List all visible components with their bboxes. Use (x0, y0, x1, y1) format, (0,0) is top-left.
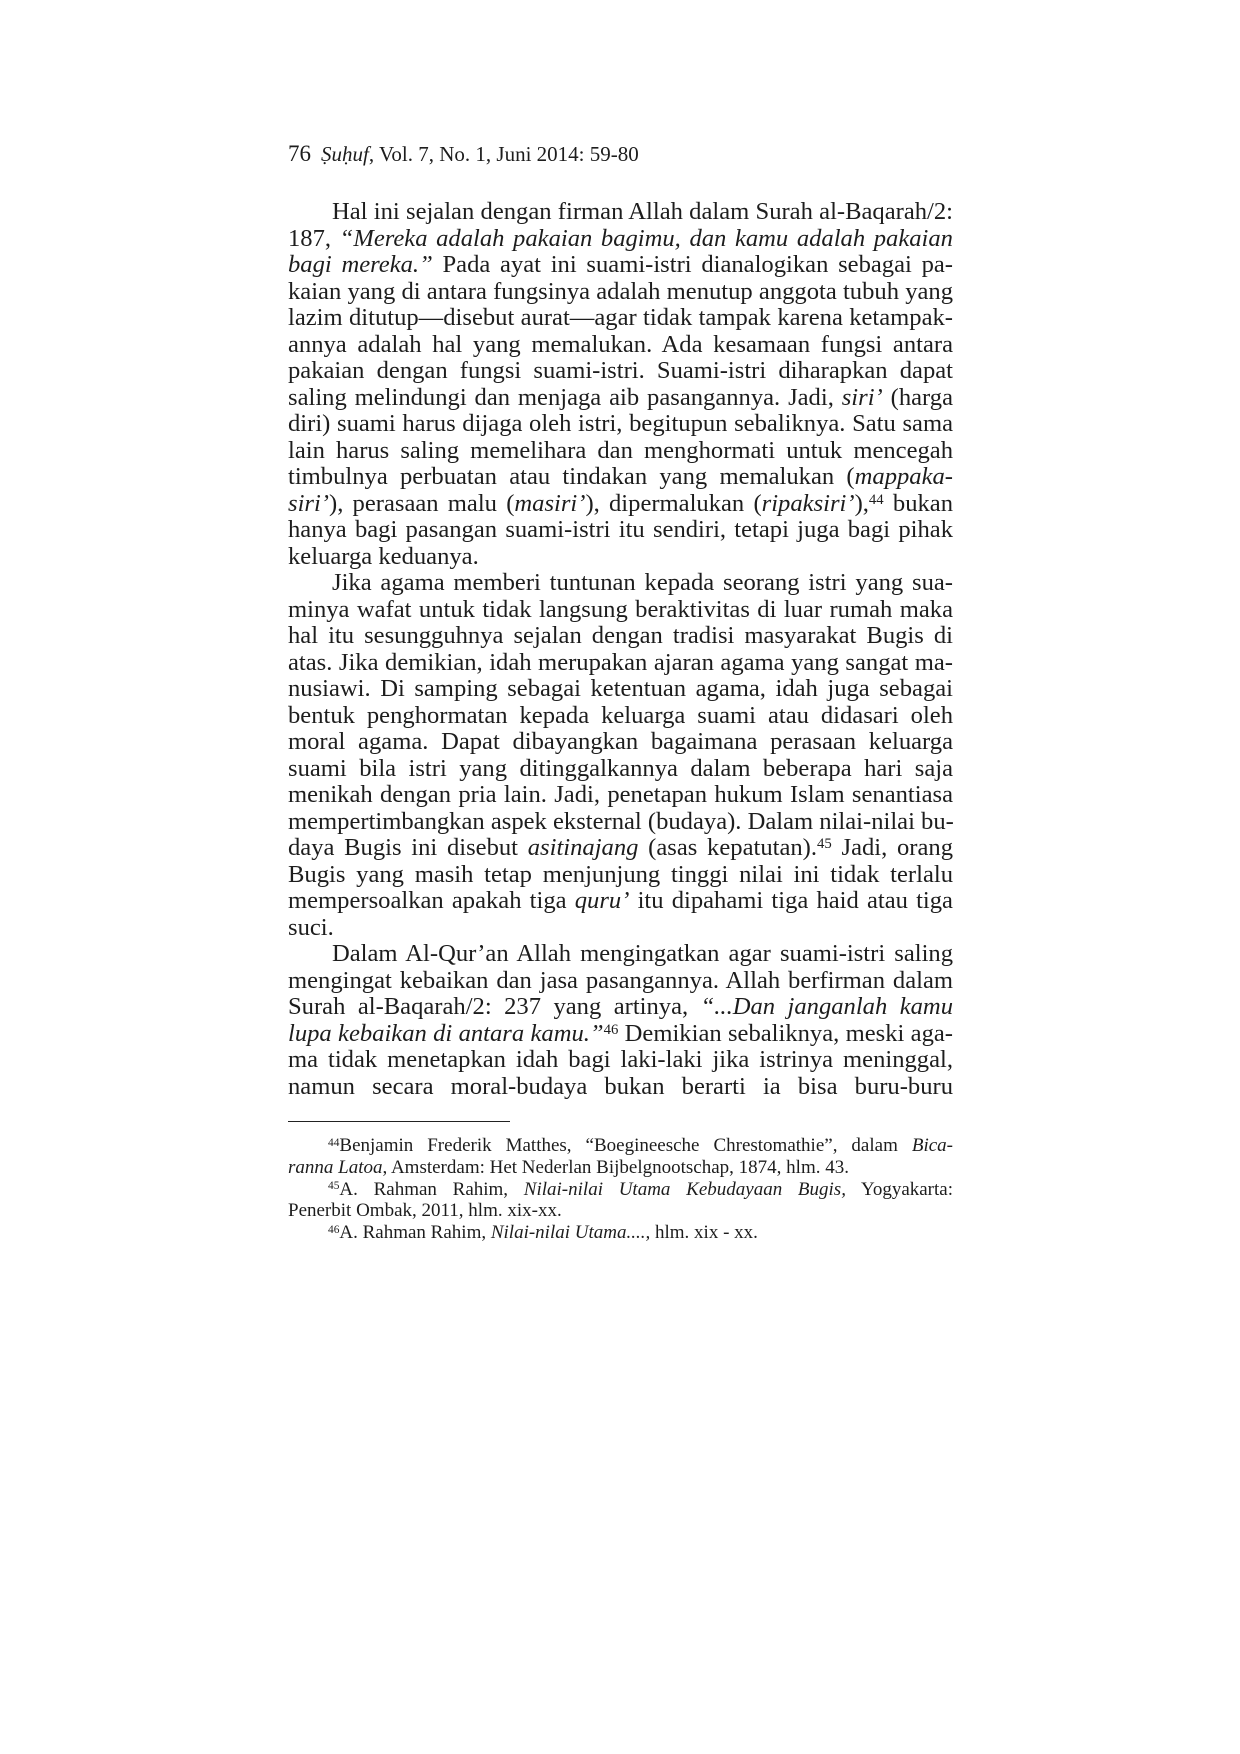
body-text (288, 199, 953, 1100)
paragraph-1-line: kaian yang di antara fungsinya adalah menutup anggota tubuh yang (288, 277, 953, 305)
footnote-ref-45: 45 (817, 836, 832, 853)
footnote-46: $^{46}$A. Rahman Rahim, Nilai-nilai Utama...., hlm. xix - xx. (328, 1222, 758, 1244)
paragraph-2-line: nusiawi. Di samping sebagai ketentuan agama, idah juga sebagai (288, 675, 953, 702)
paragraph-3-line: namun secara moral-budaya bukan berarti ia bisa buru-buru (288, 1072, 953, 1100)
paragraph-1-line: annya adalah hal yang memalukan. Ada kesamaan fungsi antara (288, 330, 953, 358)
footnote-ref-46: 46 (603, 1021, 619, 1038)
paragraph-2-line: suci. (288, 913, 334, 941)
paragraph-2-line: atas. Jika demikian, idah merupakan ajaran agama yang sangat ma- (288, 648, 953, 676)
paragraph-2-line: moral agama. Dapat dibayangkan bagaimana perasaan keluarga (288, 728, 953, 755)
paragraph-2-line: suami bila istri yang ditinggalkannya dalam beberapa hari saja (288, 754, 953, 782)
paragraph-1-line: diri) suami harus dijaga oleh istri, begitupun sebaliknya. Satu sama (288, 410, 953, 437)
paragraph-1-line: hanya bagi pasangan suami-istri itu sendiri, tetapi juga bagi pihak (288, 516, 953, 543)
paragraph-1-line: saling melindungi dan menjaga aib pasangannya. Jadi, siri’ (harga (288, 383, 953, 411)
paragraph-2-line: Bugis yang masih tetap menjunjung tinggi nilai ini tidak terlalu (288, 860, 953, 888)
paragraph-2-line: Jika agama memberi tuntunan kepada seorang istri yang sua- (332, 569, 953, 596)
paragraph-1-line: 187, “Mereka adalah pakaian bagimu, dan kamu adalah pakaian (288, 224, 953, 252)
paragraph-2-line: bentuk penghormatan kepada keluarga suami atau didasari oleh (288, 701, 953, 729)
journal-title: Ṣuḥuf (321, 142, 369, 166)
paragraph-1-line: bagi mereka.” Pada ayat ini suami-istri dianalogikan sebagai pa- (288, 251, 953, 278)
paragraph-1-line: siri’), perasaan malu (masiri’), dipermalukan (ripaksiri’),$^{44}$ bukan (288, 489, 954, 517)
page-number: 76 (288, 141, 311, 166)
footnote-45: $^{45}$A. Rahman Rahim, Nilai-nilai Utama Kebudayaan Bugis, Yogyakarta: (328, 1178, 954, 1200)
footnote-45-cont: Penerbit Ombak, 2011, hlm. xix-xx. (288, 1200, 562, 1222)
footnote-ref-44: 44 (868, 491, 884, 508)
paragraph-3-line: lupa kebaikan di antara kamu.”$^{46}$ Demikian sebaliknya, meski aga- (288, 1019, 953, 1047)
paragraph-1-line: pakaian dengan fungsi suami-istri. Suami-istri diharapkan dapat (288, 357, 953, 384)
footnote-44-cont: ranna Latoa, Amsterdam: Het Nederlan Bijbelgnootschap, 1874, hlm. 43. (288, 1156, 849, 1178)
paragraph-1-line: keluarga keduanya. (288, 542, 479, 570)
paragraph-3-line: mengingat kebaikan dan jasa pasangannya. Allah berfirman dalam (288, 966, 953, 994)
paragraph-1-line: Hal ini sejalan dengan firman Allah dalam Surah al-Baqarah/2: (332, 198, 953, 225)
paragraph-3-line: ma tidak menetapkan idah bagi laki-laki jika istrinya meninggal, (288, 1046, 953, 1073)
volume-info: , Vol. 7, No. 1, Juni 2014: 59-80 (368, 142, 639, 166)
paragraph-1-line: lazim ditutup—disebut aurat—agar tidak tampak karena ketampak- (288, 304, 953, 331)
paragraph-2-line: mempersoalkan apakah tiga quru’ itu dipahami tiga haid atau tiga (288, 887, 953, 914)
footnote-separator (288, 1121, 510, 1122)
footnotes (288, 1135, 953, 1244)
paragraph-1-line: lain harus saling memelihara dan menghormati untuk mencegah (288, 436, 953, 464)
paragraph-3-line: Surah al-Baqarah/2: 237 yang artinya, “...Dan janganlah kamu (288, 993, 953, 1020)
footnote-44: $^{44}$Benjamin Frederik Matthes, “Boegineesche Chrestomathie”, dalam Bica- (328, 1135, 953, 1156)
paragraph-2-line: hal itu sesungguhnya sejalan dengan tradisi masyarakat Bugis di (288, 622, 953, 649)
paragraph-2-line: daya Bugis ini disebut asitinajang (asas kepatutan).$^{45}$ Jadi, orang (288, 834, 953, 861)
paragraph-2-line: menikah dengan pria lain. Jadi, penetapan hukum Islam senantiasa (288, 781, 953, 808)
paragraph-1-line: timbulnya perbuatan atau tindakan yang memalukan (mappaka- (288, 463, 953, 490)
paragraph-3-line: Dalam Al-Qur’an Allah mengingatkan agar suami-istri saling (332, 940, 953, 967)
paragraph-2-line: minya wafat untuk tidak langsung beraktivitas di luar rumah maka (288, 595, 953, 623)
running-head (288, 139, 639, 169)
paragraph-2-line: mempertimbangkan aspek eksternal (budaya). Dalam nilai-nilai bu- (288, 807, 954, 835)
